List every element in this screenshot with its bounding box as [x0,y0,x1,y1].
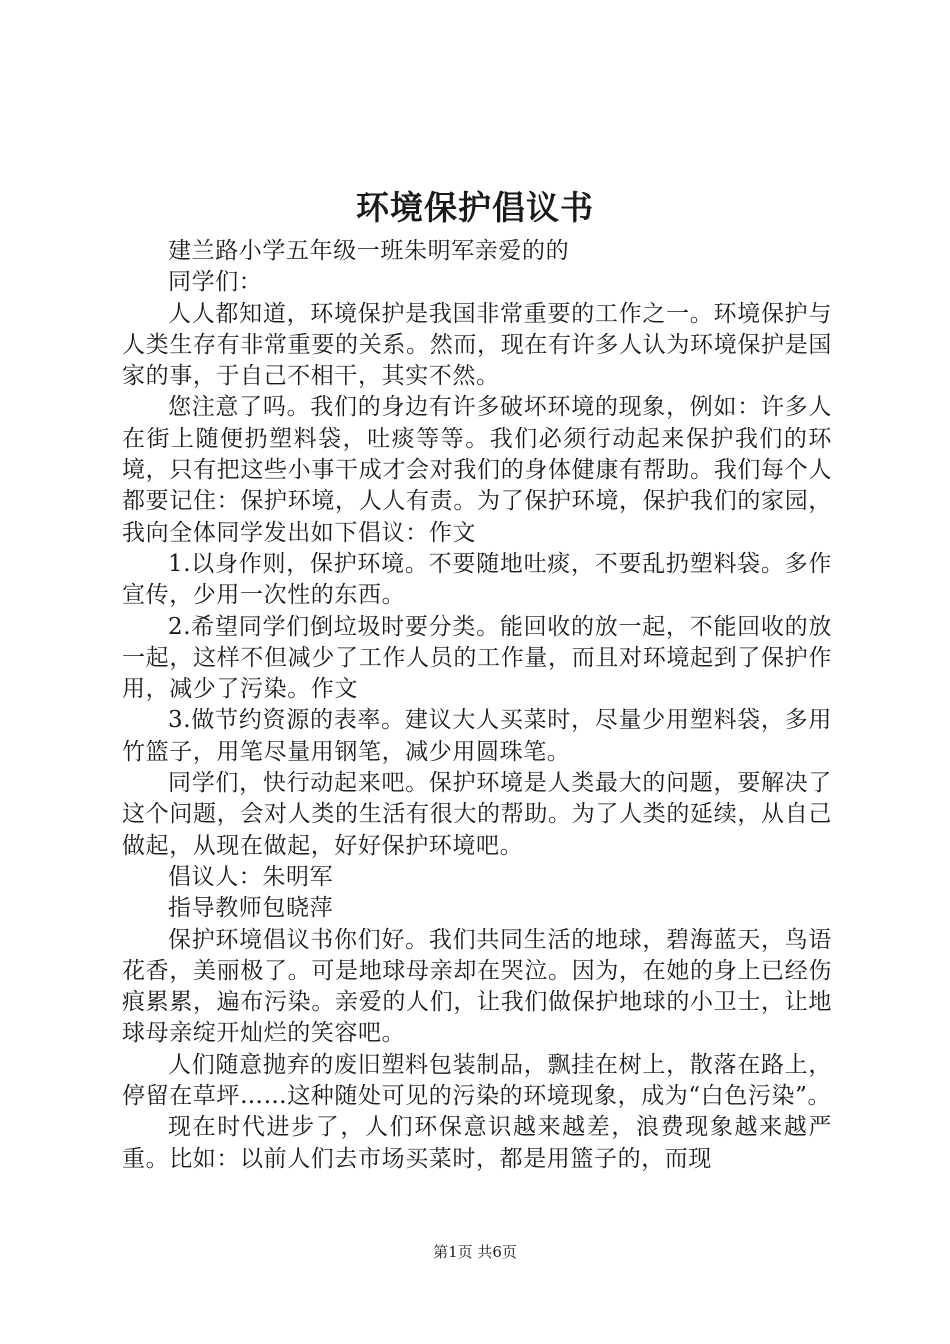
page-number-footer: 第1页 共6页 [433,1243,517,1261]
paragraph: 2.希望同学们倒垃圾时要分类。能回收的放一起，不能回收的放一起，这样不但减少了工作人员的工作量，而且对环境起到了保护作用，减少了污染。作文 [122,613,832,703]
paragraph: 同学们： [168,269,263,296]
paragraph: 同学们，快行动起来吧。保护环境是人类最大的问题，要解决了这个问题，会对人类的生活有很大的帮助。为了人类的延续，从自己做起，从现在做起，好好保护环境吧。 [122,770,832,859]
paragraph: 人人都知道，环境保护是我国非常重要的工作之一。环境保护与人类生存有非常重要的关系。然而，现在有许多人认为环境保护是国家的事，于自己不相干，其实不然。 [122,300,832,390]
paragraph: 现在时代进步了，人们环保意识越来越差，浪费现象越来越严重。比如：以前人们去市场买菜时，都是用篮子的，而现 [122,1114,832,1172]
paragraph: 人们随意抛弃的废旧塑料包装制品，飘挂在树上，散落在路上，停留在草坪……这种随处可见的污染的环境现象，成为“白色污染”。 [122,1051,832,1110]
paragraph: 3.做节约资源的表率。建议大人买菜时，尽量少用塑料袋，多用竹篮子，用笔尽量用钢笔，减少用圆珠笔。 [122,707,832,765]
document-title: 环境保护倡议书 [356,188,594,227]
paragraph: 1.以身作则，保护环境。不要随地吐痰，不要乱扔塑料袋。多作宣传，少用一次性的东西。 [122,550,832,609]
paragraph: 您注意了吗。我们的身边有许多破坏环境的现象，例如：许多人在街上随便扔塑料袋，吐痰等等。我们必须行动起来保护我们的环境，只有把这些小事干成才会对我们的身体健康有帮助。我们每个人都要记住：保护环境，人人有责。为了保护环境，保护我们的家园，我向全体同学发出如下倡议：作文 [122,394,832,546]
paragraph: 保护环境倡议书你们好。我们共同生活的地球，碧海蓝天，鸟语花香，美丽极了。可是地球母亲却在哭泣。因为，在她的身上已经伤痕累累，遍布污染。亲爱的人们，让我们做保护地球的小卫士，让地球母亲绽开灿烂的笑容吧。 [122,926,832,1047]
paragraph: 倡议人：朱明军 [168,863,334,890]
paragraph: 指导教师包晓萍 [168,895,334,922]
paragraph: 建兰路小学五年级一班朱明军亲爱的的 [168,238,570,264]
document-body [122,236,832,1175]
